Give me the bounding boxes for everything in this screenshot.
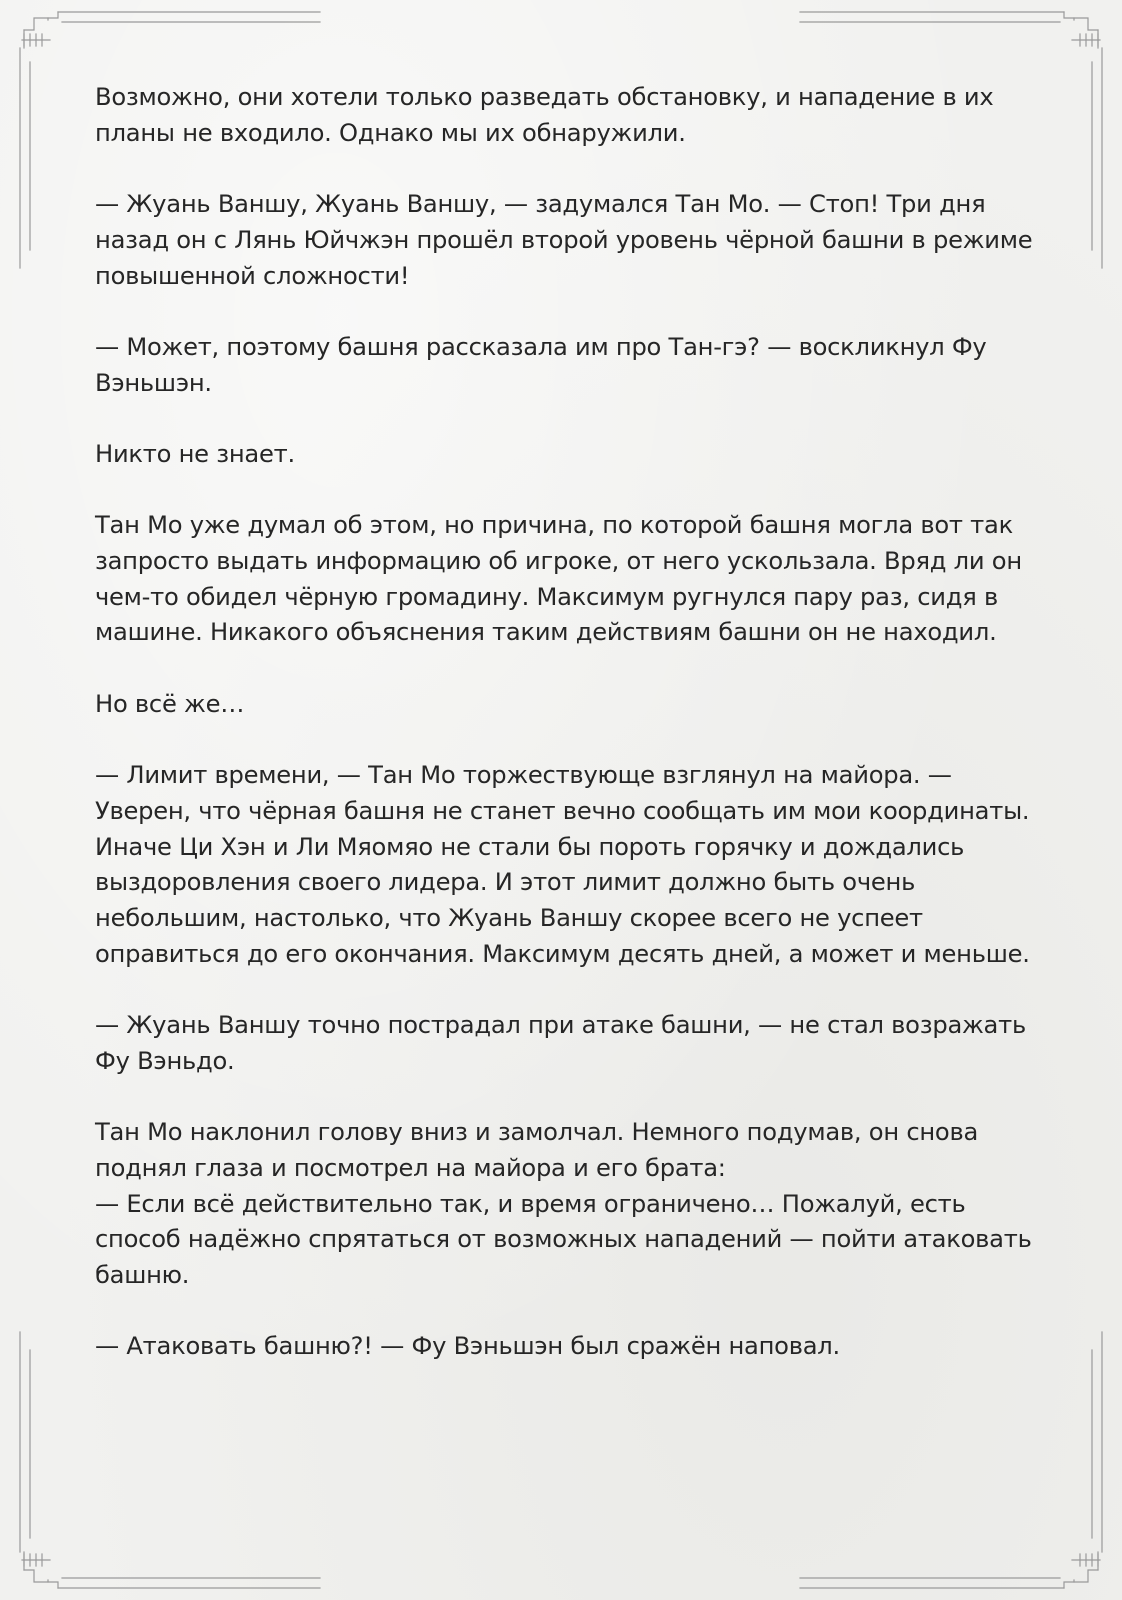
paragraph: Но всё же… xyxy=(95,689,245,718)
paragraph: — Жуань Ваншу точно пострадал при атаке башни, — не стал возражать Фу Вэньдо. xyxy=(95,1011,1026,1075)
paragraph: Никто не знает. xyxy=(95,439,295,468)
document-body xyxy=(95,80,1040,1401)
paragraph: — Может, поэтому башня рассказала им про Тан-гэ? — воскликнул Фу Вэньшэн. xyxy=(95,332,987,397)
paragraph: — Жуань Ваншу, Жуань Ваншу, — задумался Тан Мо. — Стоп! Три дня назад он с Лянь Юйчжэн прошёл второй уровень чёрной башни в режиме повышенной сложности! xyxy=(95,190,1033,290)
paragraph: Тан Мо наклонил голову вниз и замолчал. Немного подумав, он снова поднял глаза и посмотрел на майора и его брата: — Если всё действительно так, и время ограничено… Пожалуй, есть способ надёжно спрятаться от возможных нападений — пойти атаковать башню. xyxy=(95,1118,1032,1290)
paragraph: — Лимит времени, — Тан Мо торжествующе взглянул на майора. — Уверен, что чёрная башня не станет вечно сообщать им мои координаты. Иначе Ци Хэн и Ли Мяомяо не стали бы пороть горячку и дождались выздоровления своего лидера. И этот лимит должно быть очень небольшим, настолько, что Жуань Ваншу скорее всего не успеет оправиться до его окончания. Максимум десять дней, а может и меньше. xyxy=(95,761,1030,968)
paragraph: Возможно, они хотели только разведать обстановку, и нападение в их планы не входило. Однако мы их обнаружили. xyxy=(95,83,994,147)
paragraph: Тан Мо уже думал об этом, но причина, по которой башня могла вот так запросто выдать информацию об игроке, от него ускользала. Вряд ли он чем-то обидел чёрную громадину. Максимум ругнулся пару раз, сидя в машине. Никакого объяснения таким действиям башни он не находил. xyxy=(95,511,1022,647)
paragraph: — Атаковать башню?! — Фу Вэньшэн был сражён наповал. xyxy=(95,1332,840,1361)
